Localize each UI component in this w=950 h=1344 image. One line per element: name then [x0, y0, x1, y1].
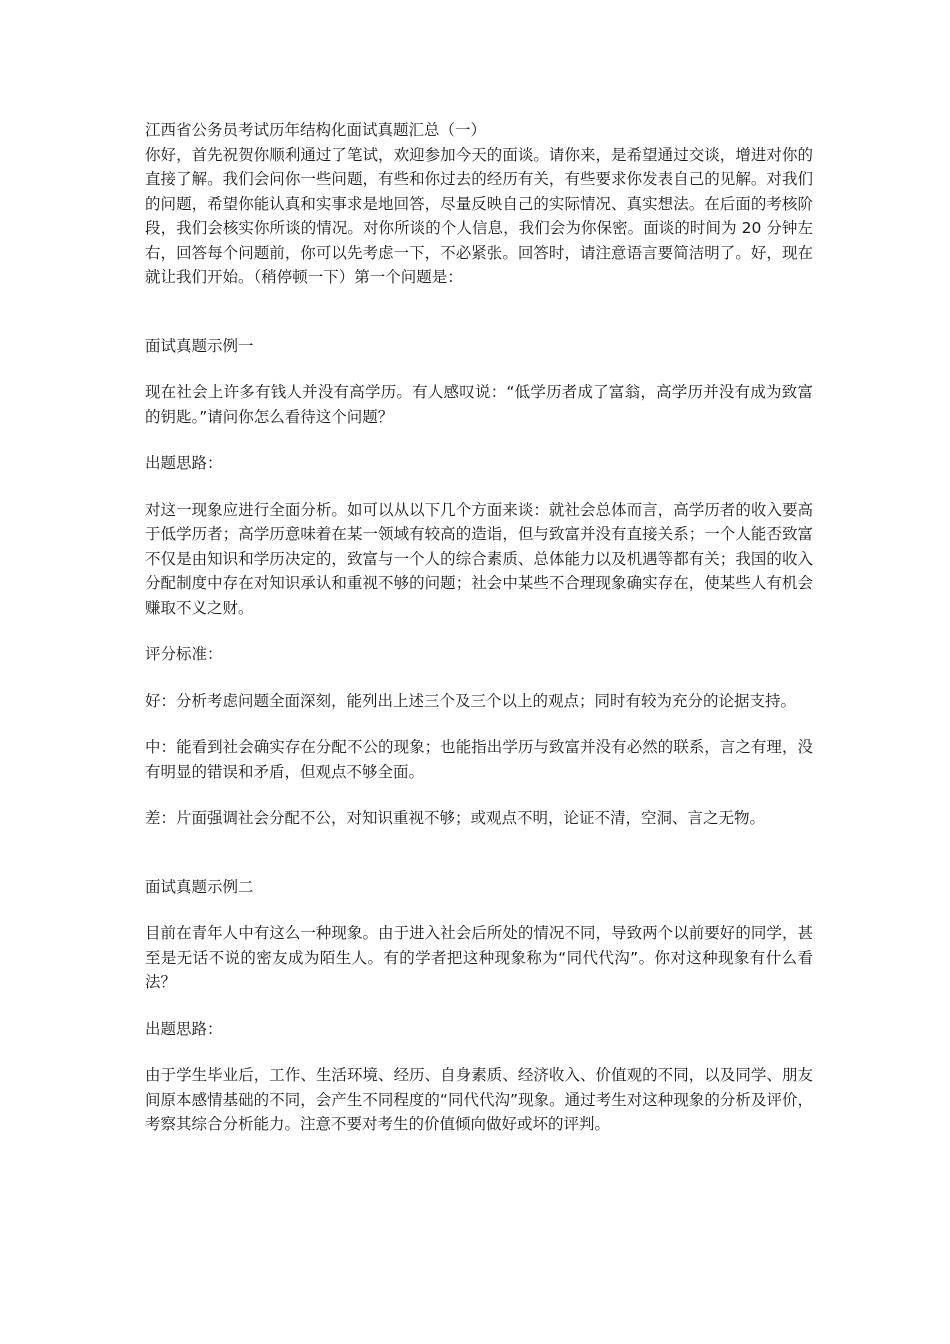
example1-approach-label: 出题思路：	[145, 454, 223, 472]
example1-approach: 对这一现象应进行全面分析。如可以从以下几个方面来谈：就社会总体而言，高学历者的收入要高于低学历者；高学历意味着在某一领域有较高的造诣，但与致富并没有直接关系；一个人能否致富不仅是由知识和学历决定的，致富与一个人的综合素质、总体能力以及机遇等都有关；我国的收入分配制度中存在对知识承认和重视不够的问题；社会中某些不合理现象确实存在，使某些人有机会赚取不义之财。	[145, 500, 813, 617]
example2-question: 目前在青年人中有这么一种现象。由于进入社会后所处的情况不同，导致两个以前要好的同学，甚至是无话不说的密友成为陌生人。有的学者把这种现象称为“同代代沟”。你对这种现象有什么看法？	[145, 924, 813, 991]
spacer	[145, 831, 813, 875]
spacer	[145, 667, 813, 689]
spacer	[145, 784, 813, 806]
document-title: 江西省公务员考试历年结构化面试真题汇总（一）	[145, 121, 487, 139]
example1-medium: 中：能看到社会确实存在分配不公的现象；也能指出学历与致富并没有必然的联系，言之有理，没有明显的错误和矛盾，但观点不够全面。	[145, 738, 813, 781]
example1-scoring-label: 评分标准：	[145, 645, 223, 663]
spacer	[145, 620, 813, 642]
spacer	[145, 358, 813, 380]
example1-question: 现在社会上许多有钱人并没有高学历。有人感叹说：“低学历者成了富翁，高学历并没有成为致富的钥匙。”请问你怎么看待这个问题？	[145, 383, 813, 426]
spacer	[145, 476, 813, 498]
spacer	[145, 899, 813, 921]
spacer	[145, 290, 813, 334]
example2-approach-label: 出题思路：	[145, 1019, 223, 1038]
example2-heading: 面试真题示例二	[145, 877, 254, 896]
document-page	[145, 118, 813, 1137]
spacer	[145, 995, 813, 1017]
spacer	[145, 1041, 813, 1063]
example1-heading: 面试真题示例一	[145, 336, 254, 355]
spacer	[145, 713, 813, 735]
example1-good: 好：分析考虑问题全面深刻，能列出上述三个及三个以上的观点；同时有较为充分的论据支持。	[145, 691, 797, 710]
example2-approach: 由于学生毕业后，工作、生活环境、经历、自身素质、经济收入、价值观的不同，以及同学、朋友间原本感情基础的不同，会产生不同程度的“同代代沟”现象。通过考生对这种现象的分析及评价，考察其综合分析能力。注意不要对考生的价值倾向做好或坏的评判。	[145, 1066, 813, 1133]
intro-paragraph: 你好，首先祝贺你顺利通过了笔试，欢迎参加今天的面谈。请你来，是希望通过交谈，增进对你的直接了解。我们会问你一些问题，有些和你过去的经历有关，有些要求你发表自己的见解。对我们的问题，希望你能认真和实事求是地回答，尽量反映自己的实际情况、真实想法。在后面的考核阶段，我们会核实你所谈的情况。对你所谈的个人信息，我们会为你保密。面谈的时间为 20 分钟左右，回答每个问题前，你可以先考虑一下，不必紧张。回答时，请注意语言要简洁明了。好，现在就让我们开始。（稍停顿一下）第一个问题是：	[145, 145, 813, 286]
spacer	[145, 429, 813, 451]
example1-poor: 差：片面强调社会分配不公，对知识重视不够；或观点不明，论证不清，空洞、言之无物。	[145, 809, 766, 827]
